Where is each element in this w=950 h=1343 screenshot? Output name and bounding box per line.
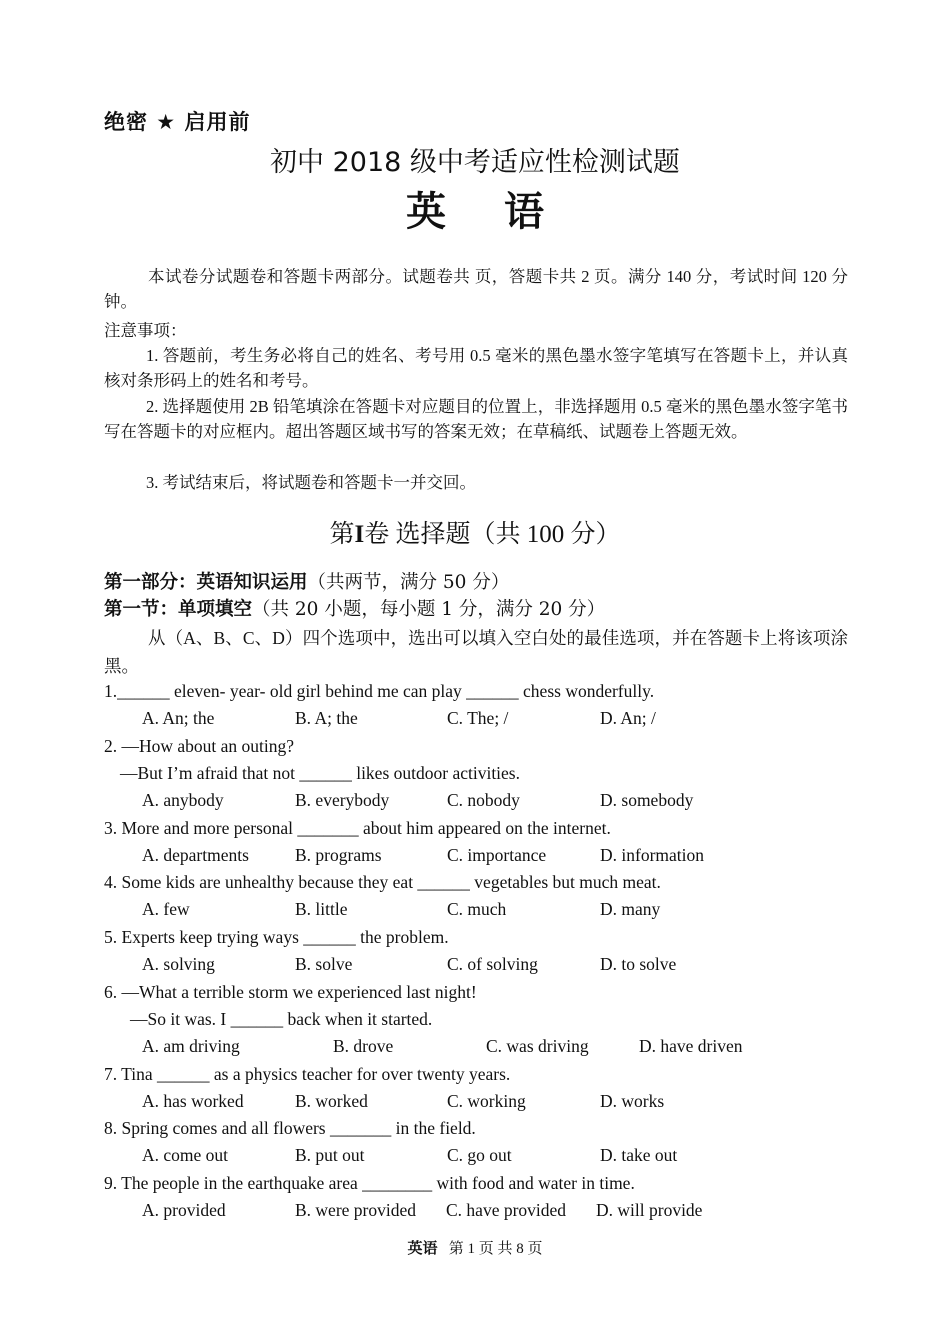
question-4-option-d: D. many [600, 899, 661, 919]
section-instruction: 从（A、B、C、D）四个选项中，选出可以填入空白处的最佳选项，并在答题卡上将该项涂黑。 [104, 628, 848, 676]
subject-title: 英语 [406, 189, 602, 235]
question-7-stem: 7. Tina ______ as a physics teacher for over twenty years. [104, 1064, 511, 1084]
page-footer [0, 1237, 950, 1258]
question-8-option-b: B. put out [295, 1145, 365, 1165]
question-6-stem: 6. —What a terrible storm we experienced last night! [104, 982, 477, 1002]
question-7-option-d: D. works [600, 1091, 665, 1111]
question-1-option-a: A. An; the [142, 708, 215, 728]
question-3-option-c: C. importance [447, 845, 547, 865]
question-6-reply: —So it was. I ______ back when it started. [130, 1009, 433, 1029]
exam-intro: 本试卷分试题卷和答题卡两部分。试题卷共 页，答题卡共 2 页。满分 140 分，考试时间 120 分钟。 [104, 267, 848, 311]
footer-subject: 英语 [407, 1239, 438, 1257]
question-3-stem: 3. More and more personal _______ about him appeared on the internet. [104, 818, 611, 838]
question-6-option-a: A. am driving [142, 1036, 240, 1056]
question-4-option-b: B. little [295, 899, 348, 919]
part-title: 第一部分：英语知识运用 [104, 572, 308, 593]
part-detail: （共两节，满分 50 分） [307, 572, 510, 593]
question-5-option-a: A. solving [142, 954, 215, 974]
question-4-option-a: A. few [142, 899, 190, 919]
question-1-option-d: D. An; / [600, 708, 656, 728]
question-2-stem: 2. —How about an outing? [104, 736, 295, 756]
question-1-stem: 1.______ eleven- year- old girl behind me can play ______ chess wonderfully. [104, 681, 655, 701]
question-2-option-d: D. somebody [600, 790, 694, 810]
question-6-option-b: B. drove [333, 1036, 394, 1056]
question-7-option-b: B. worked [295, 1091, 368, 1111]
question-7-option-c: C. working [447, 1091, 526, 1111]
question-5-option-d: D. to solve [600, 954, 677, 974]
volume-suffix: 卷 选择题（共 100 分） [364, 521, 621, 548]
question-3-option-b: B. programs [295, 845, 382, 865]
notice-item-2: 2. 选择题使用 2B 铅笔填涂在答题卡对应题目的位置上，非选择题用 0.5 毫米的黑色墨水签字笔书写在答题卡的对应框内。超出答题区域书写的答案无效；在草稿纸、试题卷上答题无效。 [104, 397, 848, 441]
question-1-option-c: C. The; / [447, 708, 509, 728]
question-8-stem: 8. Spring comes and all flowers _______ in the field. [104, 1118, 476, 1138]
question-2-option-c: C. nobody [447, 790, 520, 810]
notice-item-3: 3. 考试结束后，将试题卷和答题卡一并交回。 [146, 473, 476, 492]
exam-title: 初中 2018 级中考适应性检测试题 [270, 147, 680, 178]
question-9-option-d: D. will provide [596, 1200, 703, 1220]
question-8-option-a: A. come out [142, 1145, 229, 1165]
volume-roman: I [354, 521, 365, 548]
question-5-stem: 5. Experts keep trying ways ______ the problem. [104, 927, 449, 947]
question-3-option-d: D. information [600, 845, 705, 865]
question-2-option-b: B. everybody [295, 790, 390, 810]
question-9-option-b: B. were provided [295, 1200, 417, 1220]
question-1-option-b: B. A; the [295, 708, 358, 728]
section-title: 第一节：单项填空 [104, 599, 253, 620]
question-7-option-a: A. has worked [142, 1091, 244, 1111]
question-6-option-c: C. was driving [486, 1036, 589, 1056]
question-2-reply: —But I’m afraid that not ______ likes outdoor activities. [120, 763, 520, 783]
volume-prefix: 第 [329, 521, 355, 548]
section-heading [104, 595, 605, 621]
question-5-option-b: B. solve [295, 954, 353, 974]
question-6-option-d: D. have driven [639, 1036, 743, 1056]
question-9-stem: 9. The people in the earthquake area ________ with food and water in time. [104, 1173, 635, 1193]
question-2-option-a: A. anybody [142, 790, 224, 810]
question-8-option-d: D. take out [600, 1145, 678, 1165]
question-4-option-c: C. much [447, 899, 507, 919]
question-4-stem: 4. Some kids are unhealthy because they eat ______ vegetables but much meat. [104, 872, 661, 892]
notice-item-1: 1. 答题前，考生务必将自己的姓名、考号用 0.5 毫米的黑色墨水签字笔填写在答题卡上，并认真核对条形码上的姓名和考号。 [104, 346, 848, 390]
volume-heading [0, 514, 950, 550]
part-heading [104, 568, 509, 594]
question-9-option-a: A. provided [142, 1200, 226, 1220]
section-detail: （共 20 小题，每小题 1 分，满分 20 分） [252, 599, 606, 620]
footer-page-number: 第 1 页 共 8 页 [448, 1241, 543, 1257]
question-9-option-c: C. have provided [446, 1200, 567, 1220]
question-5-option-c: C. of solving [447, 954, 538, 974]
notice-label: 注意事项： [104, 321, 187, 340]
question-8-option-c: C. go out [447, 1145, 512, 1165]
question-3-option-a: A. departments [142, 845, 249, 865]
confidential-label: 绝密 ★ 启用前 [104, 110, 251, 134]
